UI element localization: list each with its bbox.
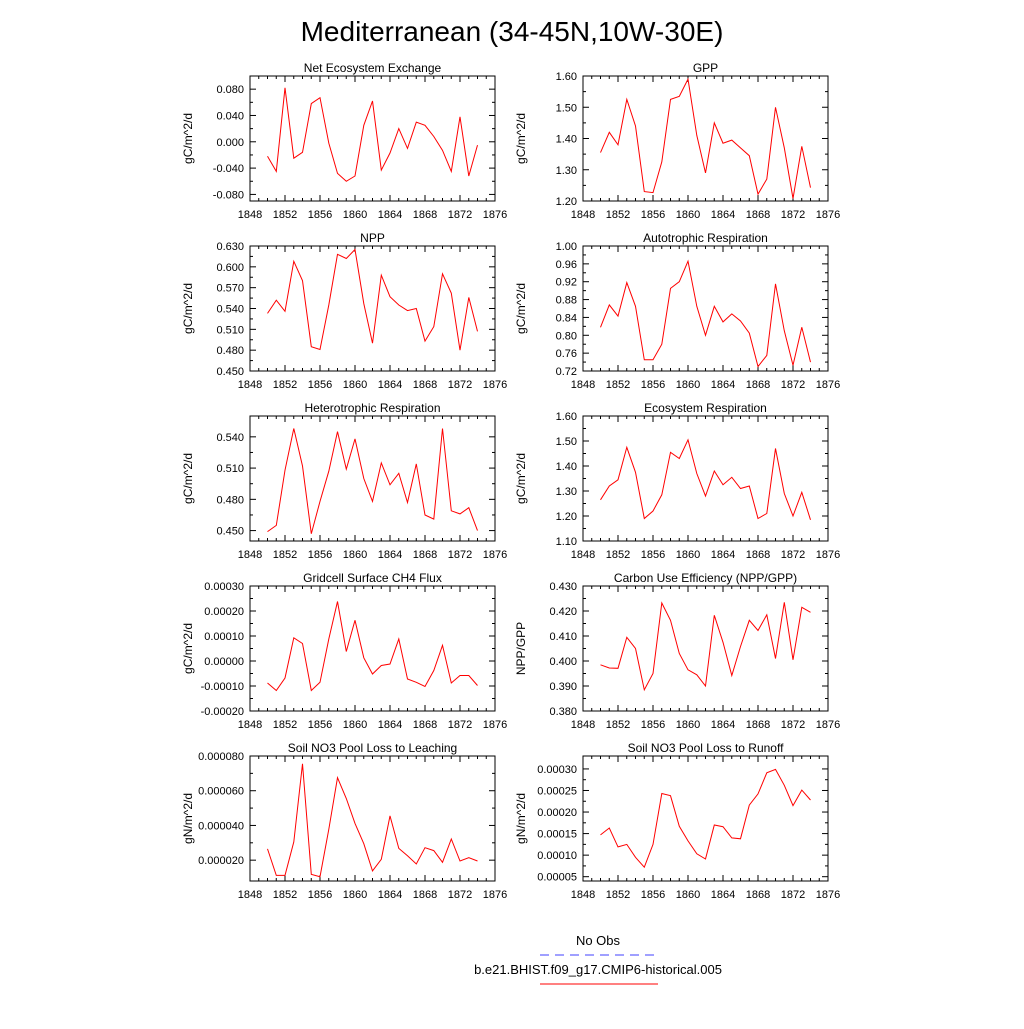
x-tick-label: 1852 [605,719,631,731]
x-tick-label: 1868 [412,379,438,391]
x-tick-label: 1852 [272,379,298,391]
panel-title: Heterotrophic Respiration [304,401,441,415]
x-tick-label: 1856 [307,549,333,561]
y-tick-label: 0.540 [216,303,244,316]
y-axis-label: gC/m^2/d [181,623,195,674]
x-tick-label: 1856 [640,209,666,221]
y-tick-label: 1.60 [555,411,577,423]
y-tick-label: 0.00005 [537,871,577,884]
panel-title: NPP [360,231,385,245]
y-tick-label: 0.80 [555,330,577,343]
y-tick-label: 0.450 [216,525,244,538]
y-tick-label: 0.00030 [537,763,577,776]
x-tick-label: 1876 [815,719,841,731]
y-axis-label: gC/m^2/d [181,453,195,504]
y-tick-label: 1.60 [555,71,577,83]
x-tick-label: 1864 [710,719,736,731]
x-tick-label: 1868 [745,549,771,561]
y-tick-label: 1.10 [555,536,577,548]
x-tick-label: 1860 [675,209,701,221]
x-tick-label: 1872 [780,379,806,391]
x-tick-label: 1860 [342,549,368,561]
y-tick-label: 0.630 [216,241,244,253]
x-tick-label: 1876 [815,889,841,901]
y-tick-label: 0.410 [549,631,577,643]
y-tick-label: 0.72 [555,366,577,378]
x-tick-label: 1860 [675,719,701,731]
x-tick-label: 1848 [237,889,263,901]
x-tick-label: 1868 [412,549,438,561]
y-tick-label: 0.000080 [198,751,244,763]
x-tick-label: 1872 [447,209,473,221]
x-tick-label: 1860 [675,889,701,901]
x-tick-label: 1872 [447,889,473,901]
y-tick-label: 0.600 [216,261,244,274]
y-tick-label: 0.00000 [204,656,244,668]
x-tick-label: 1868 [412,889,438,901]
y-tick-label: 0.000020 [198,855,244,868]
x-tick-label: 1864 [710,549,736,561]
y-axis-label: NPP/GPP [514,621,528,676]
x-tick-label: 1860 [342,379,368,391]
x-tick-label: 1852 [605,379,631,391]
panel-title: GPP [692,61,719,75]
y-tick-label: 0.92 [555,276,577,289]
y-tick-label: 0.540 [216,431,244,444]
x-tick-label: 1872 [780,719,806,731]
x-tick-label: 1876 [815,209,841,221]
x-tick-label: 1860 [675,549,701,561]
y-tick-label: 0.450 [216,366,244,378]
x-tick-label: 1860 [342,889,368,901]
y-tick-label: 1.40 [555,461,577,473]
x-tick-label: 1876 [482,379,508,391]
legend-obs-label: No Obs [575,933,621,948]
y-tick-label: 0.480 [216,345,244,358]
y-tick-label: 0.00020 [204,606,244,618]
y-axis-label: gC/m^2/d [181,283,195,334]
x-tick-label: 1864 [377,889,403,901]
x-tick-label: 1876 [482,889,508,901]
x-tick-label: 1848 [237,379,263,391]
x-tick-label: 1852 [605,549,631,561]
y-tick-label: 1.50 [555,102,577,115]
y-tick-label: 0.000 [216,136,244,149]
y-tick-label: 0.380 [549,706,577,718]
y-tick-label: 0.00020 [537,807,577,820]
x-tick-label: 1864 [377,719,403,731]
y-tick-label: -0.040 [212,163,244,176]
y-tick-label: 0.570 [216,282,244,295]
panel-title: Soil NO3 Pool Loss to Leaching [287,741,458,755]
y-tick-label: 1.00 [555,241,577,253]
figure-title: Mediterranean (34-45N,10W-30E) [300,16,724,47]
x-tick-label: 1868 [745,889,771,901]
panel-title: Gridcell Surface CH4 Flux [303,571,442,585]
x-tick-label: 1856 [307,719,333,731]
x-tick-label: 1876 [815,549,841,561]
x-tick-label: 1852 [272,209,298,221]
y-tick-label: 0.510 [216,463,244,476]
y-tick-label: 1.30 [555,486,577,498]
x-tick-label: 1876 [482,209,508,221]
y-tick-label: 0.080 [216,84,244,97]
y-tick-label: 0.00010 [204,631,244,643]
x-tick-label: 1856 [307,889,333,901]
x-tick-label: 1860 [342,719,368,731]
x-tick-label: 1856 [640,889,666,901]
panel-title: Autotrophic Respiration [643,231,768,245]
x-tick-label: 1860 [675,379,701,391]
x-tick-label: 1856 [640,549,666,561]
x-tick-label: 1848 [570,209,596,221]
x-tick-label: 1848 [237,209,263,221]
x-tick-label: 1856 [307,379,333,391]
x-tick-label: 1868 [745,379,771,391]
y-tick-label: 0.040 [216,110,244,123]
y-tick-label: 1.40 [555,133,577,146]
x-tick-label: 1872 [447,719,473,731]
x-tick-label: 1864 [710,209,736,221]
x-tick-label: 1852 [272,889,298,901]
x-tick-label: 1868 [745,719,771,731]
x-tick-label: 1848 [237,549,263,561]
y-tick-label: 0.96 [555,258,577,271]
y-tick-label: 0.00015 [537,828,577,841]
x-tick-label: 1868 [412,209,438,221]
y-axis-label: gN/m^2/d [514,793,528,844]
x-tick-label: 1856 [307,209,333,221]
y-tick-label: 1.20 [555,511,577,523]
x-tick-label: 1864 [377,549,403,561]
y-tick-label: 0.88 [555,294,577,307]
x-tick-label: 1872 [780,209,806,221]
x-tick-label: 1864 [710,379,736,391]
x-tick-label: 1852 [605,209,631,221]
x-tick-label: 1848 [237,719,263,731]
y-tick-label: 0.000060 [198,785,244,798]
y-tick-label: 1.50 [555,436,577,448]
y-tick-label: 0.00025 [537,785,577,798]
panel-title: Soil NO3 Pool Loss to Runoff [627,741,784,755]
x-tick-label: 1848 [570,379,596,391]
x-tick-label: 1856 [640,719,666,731]
y-tick-label: 0.00030 [204,581,244,593]
y-tick-label: 1.20 [555,196,577,208]
x-tick-label: 1852 [605,889,631,901]
y-tick-label: 0.84 [555,312,577,325]
y-tick-label: 0.76 [555,348,577,361]
y-axis-label: gC/m^2/d [514,283,528,334]
x-tick-label: 1876 [482,549,508,561]
x-tick-label: 1872 [780,889,806,901]
y-tick-label: -0.080 [212,189,244,202]
y-tick-label: 0.480 [216,494,244,507]
x-tick-label: 1848 [570,719,596,731]
x-tick-label: 1864 [710,889,736,901]
x-tick-label: 1872 [447,549,473,561]
panel-title: Ecosystem Respiration [644,401,767,415]
y-tick-label: 0.510 [216,324,244,337]
x-tick-label: 1868 [745,209,771,221]
y-tick-label: 0.390 [549,681,577,693]
y-tick-label: -0.00010 [200,681,244,693]
x-tick-label: 1860 [342,209,368,221]
x-tick-label: 1872 [780,549,806,561]
y-axis-label: gC/m^2/d [514,113,528,164]
x-tick-label: 1864 [377,209,403,221]
panel-title: Net Ecosystem Exchange [303,61,442,75]
y-tick-label: 0.430 [549,581,577,593]
x-tick-label: 1876 [482,719,508,731]
x-tick-label: 1852 [272,719,298,731]
x-tick-label: 1868 [412,719,438,731]
y-axis-label: gN/m^2/d [181,793,195,844]
panel-title: Carbon Use Efficiency (NPP/GPP) [613,571,798,585]
x-tick-label: 1852 [272,549,298,561]
y-tick-label: 1.30 [555,164,577,177]
y-axis-label: gC/m^2/d [181,113,195,164]
x-tick-label: 1848 [570,889,596,901]
y-tick-label: 0.400 [549,656,577,668]
y-tick-label: -0.00020 [200,706,244,718]
x-tick-label: 1872 [447,379,473,391]
x-tick-label: 1864 [377,379,403,391]
y-tick-label: 0.000040 [198,820,244,833]
legend-model-label: b.e21.BHIST.f09_g17.CMIP6-historical.005 [474,962,722,977]
x-tick-label: 1848 [570,549,596,561]
y-tick-label: 0.420 [549,606,577,618]
y-tick-label: 0.00010 [537,850,577,863]
x-tick-label: 1876 [815,379,841,391]
x-tick-label: 1856 [640,379,666,391]
y-axis-label: gC/m^2/d [514,453,528,504]
